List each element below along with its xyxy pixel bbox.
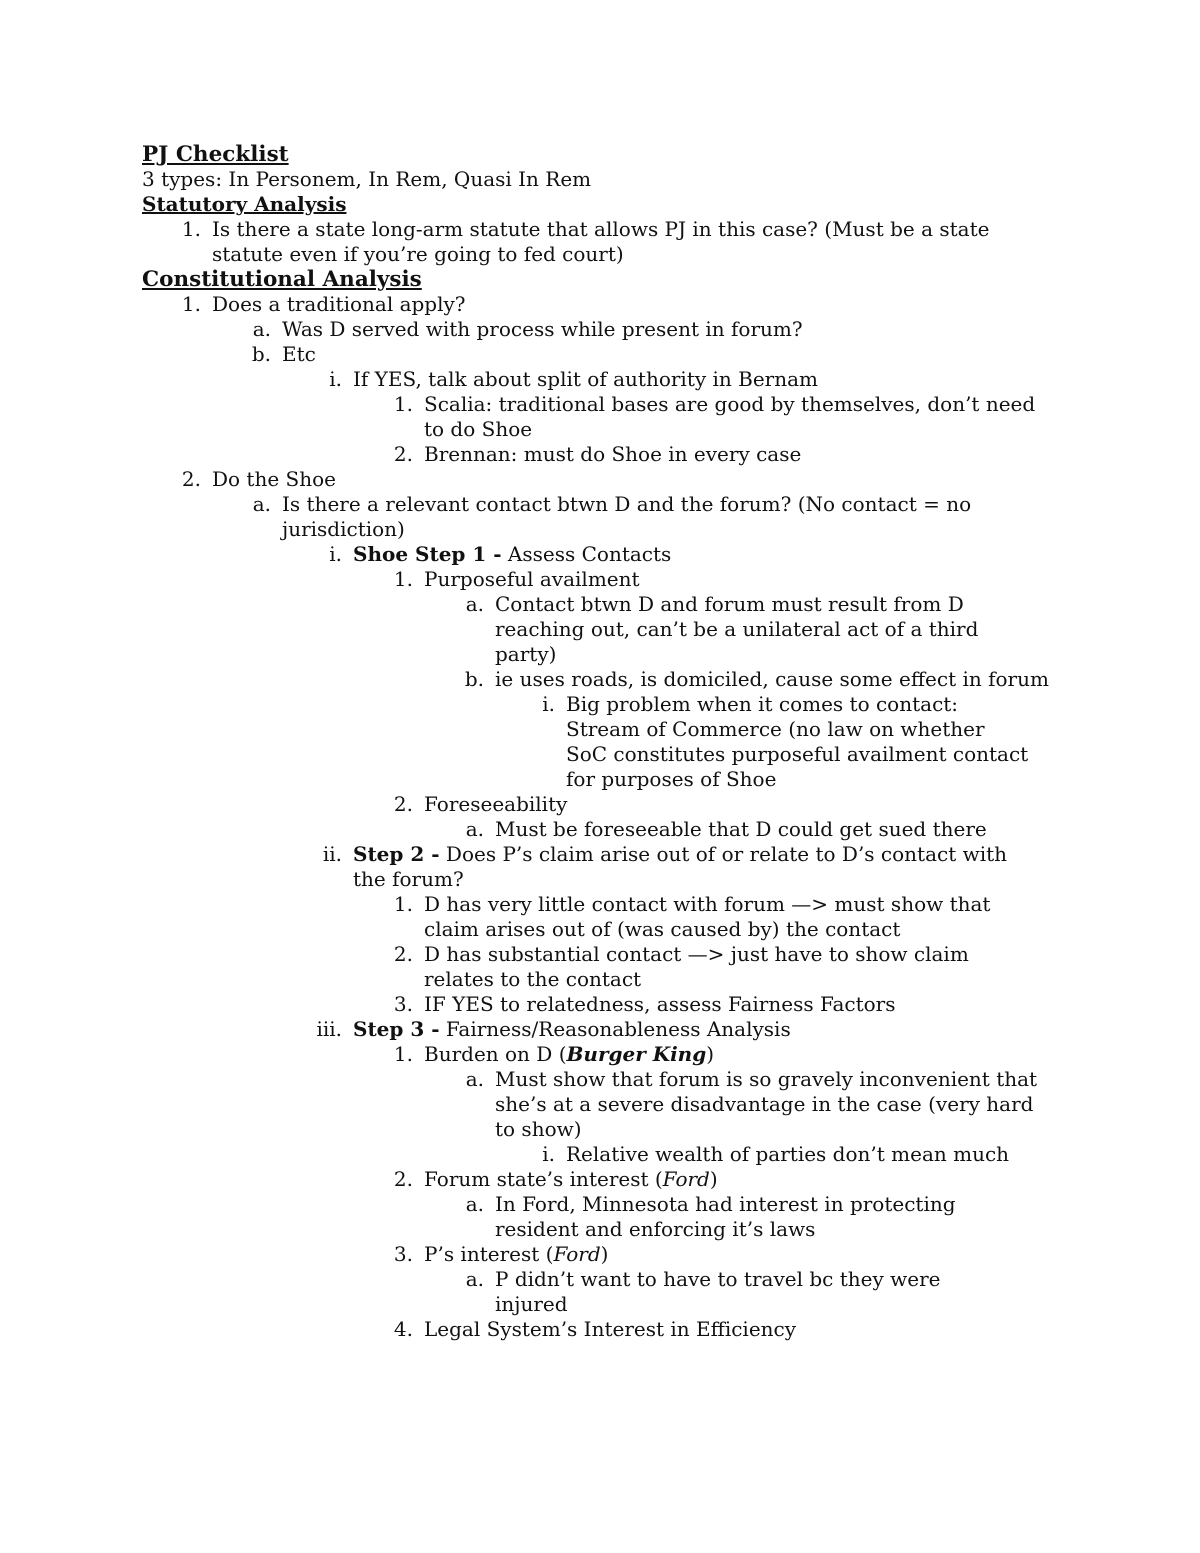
list-item: i. Relative wealth of parties don’t mean much [542,1142,1010,1166]
list-item: 2. D has substantial contact —> just have to show claim relates to the contact [393,942,969,991]
list-item: a. P didn’t want to have to travel bc they were injured [465,1267,941,1316]
list-item: 1. Is there a state long-arm statute that allows PJ in this case? (Must be a state statute even if you’re going to fed court) [181,217,990,266]
list-item: iii. Step 3 - Fairness/Reasonableness Analysis [316,1017,791,1041]
list-item: a. In Ford, Minnesota had interest in protecting resident and enforcing it’s laws [465,1192,956,1241]
list-item: a. Was D served with process while present in forum? [252,317,803,341]
list-item: 2. Do the Shoe [181,467,337,491]
list-item: a. Is there a relevant contact btwn D and the forum? (No contact = no jurisdiction) [252,492,972,541]
list-item: ii. Step 2 - Does P’s claim arise out of or relate to D’s contact with the forum? [322,842,1008,891]
list-item: 2. Foreseeability [393,792,568,816]
list-item: 2. Forum state’s interest (Ford) [393,1167,718,1191]
list-item: 1. Scalia: traditional bases are good by themselves, don’t need to do Shoe [393,392,1036,441]
list-item: a. Contact btwn D and forum must result from D reaching out, can’t be a unilateral act of a third party) [465,592,979,666]
list-item: i. Shoe Step 1 - Assess Contacts [329,542,672,566]
list-item: 1. Burden on D (Burger King) [393,1042,715,1066]
list-item: 1. D has very little contact with forum —> must show that claim arises out of (was caused by) the contact [393,892,991,941]
list-item: b. ie uses roads, is domiciled, cause some effect in forum [464,667,1049,691]
list-item: 1. Does a traditional apply? [181,292,466,316]
list-item: i. If YES, talk about split of authority in Bernam [329,367,819,391]
statutory-heading: Statutory Analysis [142,192,347,216]
document-body [142,142,1062,1342]
types-line: 3 types: In Personem, In Rem, Quasi In Rem [142,167,592,191]
page-title: PJ Checklist [142,142,289,167]
list-item: 3. IF YES to relatedness, assess Fairness Factors [393,992,896,1016]
list-item: 1. Purposeful availment [393,567,640,591]
list-item: 3. P’s interest (Ford) [393,1242,609,1266]
list-item: b. Etc [251,342,316,366]
constitutional-heading: Constitutional Analysis [142,267,422,292]
list-item: 4. Legal System’s Interest in Efficiency [393,1317,797,1341]
list-item: 2. Brennan: must do Shoe in every case [393,442,802,466]
list-item: a. Must show that forum is so gravely inconvenient that she’s at a severe disadvantage in the case (very hard to show) [465,1067,1038,1141]
list-item: i. Big problem when it comes to contact: Stream of Commerce (no law on whether SoC constitutes purposeful availment contact for purposes of Shoe [542,692,1029,791]
list-item: a. Must be foreseeable that D could get sued there [465,817,987,841]
